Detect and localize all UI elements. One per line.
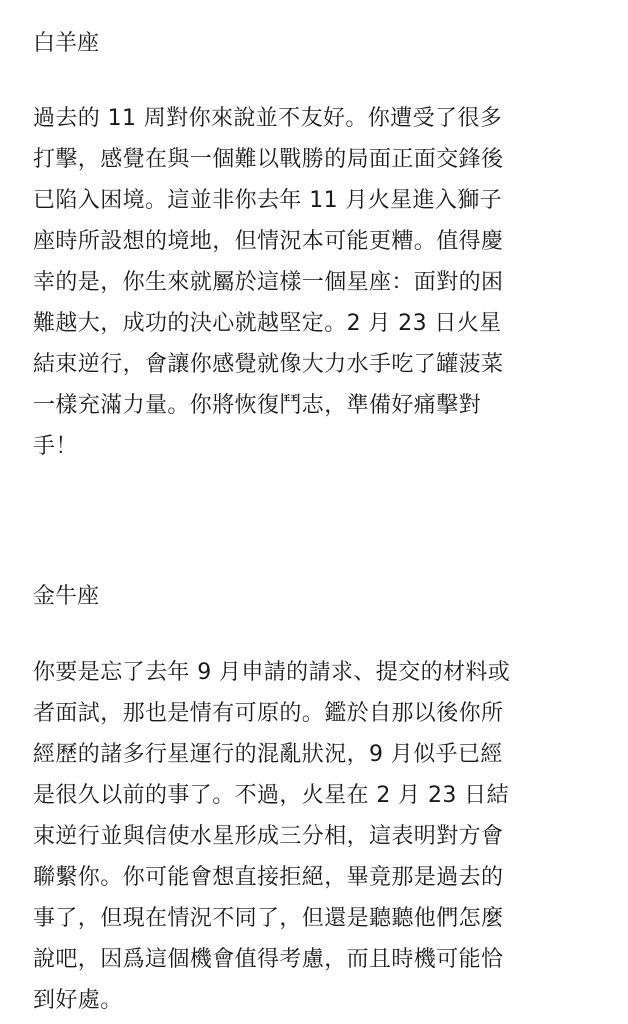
paragraph-line: 幸的是，你生來就屬於這樣一個星座：面對的困 (33, 270, 504, 295)
paragraph-line: 說吧，因爲這個機會值得考慮，而且時機可能恰 (33, 947, 504, 972)
paragraph-line: 手！ (33, 434, 78, 459)
paragraph-line: 座時所設想的境地，但情況本可能更糟。值得慶 (33, 229, 504, 254)
paragraph-line: 一樣充滿力量。你將恢復鬥志，準備好痛擊對 (33, 393, 482, 418)
paragraph-line: 是很久以前的事了。不過，火星在 2 月 23 日結 (33, 783, 509, 808)
paragraph-line: 已陷入困境。這並非你去年 11 月火星進入獅子 (33, 188, 503, 213)
paragraph-line: 事了，但現在情況不同了，但還是聽聽他們怎麼 (33, 906, 504, 931)
paragraph-line: 聯繫你。你可能會想直接拒絕，畢竟那是過去的 (33, 865, 504, 890)
section-heading: 金牛座 (33, 584, 100, 609)
paragraph-line: 束逆行並與信使水星形成三分相，這表明對方會 (33, 824, 504, 849)
paragraph-line: 到好處。 (33, 988, 123, 1013)
paragraph-line: 你要是忘了去年 9 月申請的請求、提交的材料或 (33, 660, 511, 685)
paragraph-line: 結束逆行，會讓你感覺就像大力水手吃了罐菠菜 (33, 352, 504, 377)
paragraph-line: 難越大，成功的決心就越堅定。2 月 23 日火星 (33, 311, 502, 336)
paragraph-line: 過去的 11 周對你來說並不友好。你遭受了很多 (33, 106, 503, 131)
paragraph-line: 打擊，感覺在與一個難以戰勝的局面正面交鋒後 (33, 147, 504, 172)
section-heading: 白羊座 (33, 31, 100, 56)
paragraph-line: 者面試，那也是情有可原的。鑑於自那以後你所 (33, 701, 504, 726)
paragraph-line: 經歷的諸多行星運行的混亂狀況，9 月似乎已經 (33, 742, 503, 767)
